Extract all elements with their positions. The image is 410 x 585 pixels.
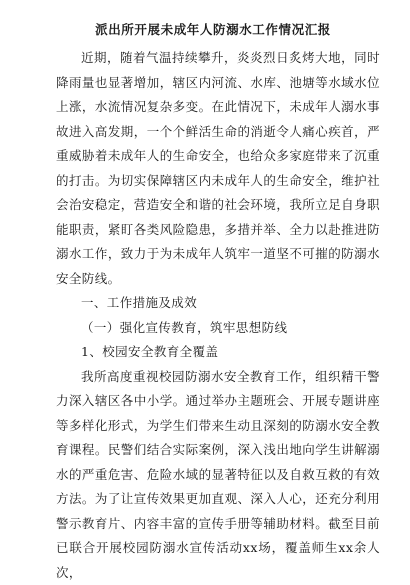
section-heading: 一、工作措施及成效 bbox=[56, 291, 380, 316]
document-title: 派出所开展未成年人防溺水工作情况汇报 bbox=[46, 22, 380, 38]
subsection-heading: （一）强化宣传教育，筑牢思想防线 bbox=[56, 316, 380, 341]
item-heading: 1、校园安全教育全覆盖 bbox=[56, 340, 380, 365]
body-paragraph: 我所高度重视校园防溺水安全教育工作，组织精干警力深入辖区各中小学。通过举办主题班会、开展专题讲座等多样化形式，为学生们带来生动且深刻的防溺水安全教育课程。民警们结合实际案例，深入浅出地向学生讲解溺水的严重危害、危险水域的显著特征以及自救互救的有效方法。为了让宣传效果更加直观、深入人心，还充分利用警示教育片、内容丰富的宣传手册等辅助材料。截至目前已联合开展校园防溺水宣传活动xx场，覆盖师生xx余人次， bbox=[56, 365, 380, 585]
intro-paragraph: 近期，随着气温持续攀升，炎炎烈日炙烤大地，同时降雨量也显著增加，辖区内河流、水库、池塘等水域水位上涨，水流情况复杂多变。在此情况下，未成年人溺水事故进入高发期，一个个鲜活生命的消逝令人痛心疾首，严重威胁着未成年人的生命安全，也给众多家庭带来了沉重的打击。为切实保障辖区内未成年人的生命安全，维护社会治安稳定，营造安全和谐的社会环境，我所立足自身职能职责，紧盯各类风险隐患，多措并举、全力以赴推进防溺水工作，致力于为未成年人筑牢一道坚不可摧的防溺水安全防线。 bbox=[56, 46, 380, 291]
